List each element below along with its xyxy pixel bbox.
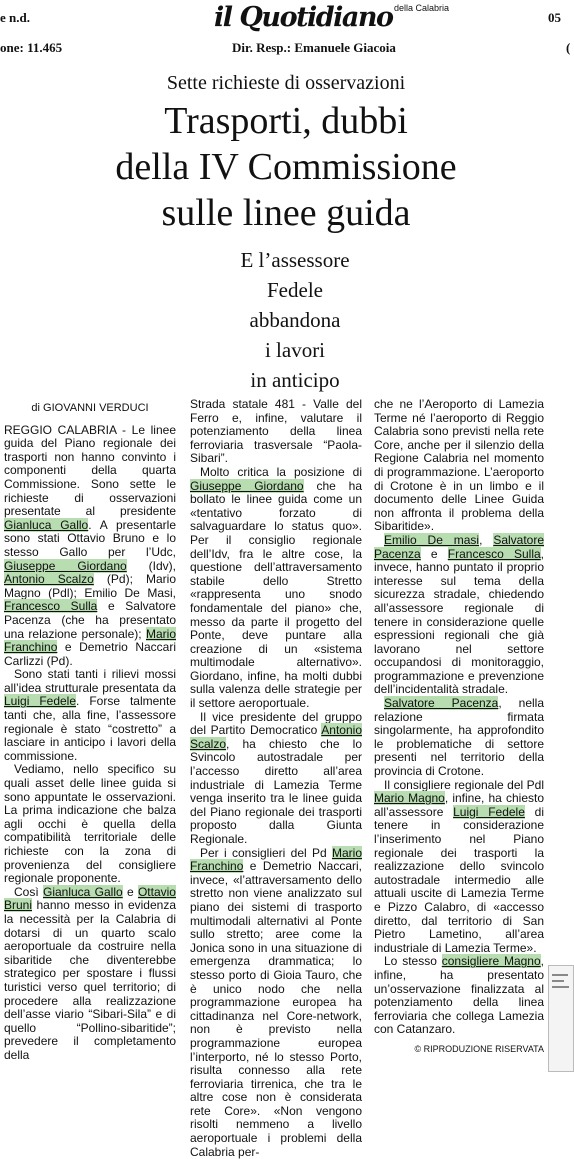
circulation-label: one: 11.465 [0,40,63,55]
column-paragraphs [190,398,362,1159]
masthead [0,0,572,64]
article-headline [0,98,572,236]
highlighted-name: Francesco Sulla [4,599,98,614]
headline-line: della IV Commissione [115,146,457,188]
highlighted-name: Luigi Fedele [453,804,525,819]
article-column-2 [190,397,362,1159]
highlighted-name: Gianluca Gallo [42,884,123,899]
deck-line: Fedele [267,278,323,302]
article-paragraph: Strada statale 481 - Valle del Ferro e, infine, valutare il potenziamento della linea ferroviaria trasversale “Paola-Sibari”. [190,397,362,466]
copyright-notice: © RIPRODUZIONE RISERVATA [414,1043,544,1054]
article-kicker: Sette richieste di osservazioni [166,72,406,94]
article-paragraph: Molto critica la posizione di Giuseppe Giordano che ha bollato le linee guida come un «tentativo forzato di salvaguardare lo status quo». Per il consiglio regionale dell’Idv, fra le altre cose, la questione dell’attraversamento stabile dello Stretto «rappresenta uno snodo fondamentale del piano» che, messo da parte il progetto del Ponte, deve puntare alla creazione di un «sistema multimodale alternativo». Giordano, infine, ha molti dubbi sulla valenza delle strategie per il settore aeroportuale. [190,464,362,711]
article-paragraph: Sono stati tanti i rilievi mossi all’idea strutturale presentata da Luigi Fedele. Forse talmente tanti che, alla fine, l’assessore regionale è stato “costretto” a lasciare in anticipo i lavori della commissione. [4,667,176,763]
article-deck [220,245,370,395]
masthead-right-fragment: ( [566,40,571,55]
highlighted-name: Giuseppe Giordano [190,478,304,493]
director-label: Dir. Resp.: Emanuele Giacoia [232,40,396,55]
article-paragraph: REGGIO CALABRIA - Le linee guida del Piano regionale dei trasporti non hanno convinto i componenti della quarta Commissione. Sono sette le richieste di osservazioni presentate al presidente Gianluca Gallo. A presentarle sono stati Ottavio Bruno e lo stesso Gallo per l’Udc, Giuseppe Giordano (Idv), Antonio Scalzo (Pd); Mario Magno (Pdl); Emilio De Masi, Francesco Sulla e Salvatore Pacenza (che ha presentato una relazione personale); Mario Franchino e Demetrio Naccari Carlizzi (Pd). [4,422,176,668]
newspaper-logo-subtitle: della Calabria [394,3,450,13]
highlighted-name: Antonio Scalzo [190,723,362,751]
column-paragraphs [374,398,544,1037]
byline: di GIOVANNI VERDUCI [31,402,149,414]
article-paragraph: Il consigliere regionale del Pdl Mario Magno, infine, ha chiesto all’assessore Luigi Fedele di tenere in considerazione l’inserimento nel Piano regionale dei trasporti la realizzazione dello svincolo autostradale intermedio alle attuali uscite di Lamezia Terme e Pizzo Calabro, di «accesso diretto, dal territorio di San Pietro Lametino, all’area industriale di Lamezia Terme». [374,777,544,955]
column-paragraphs [4,424,176,1063]
article-paragraph: Emilio De masi, Salvatore Pacenza e Francesco Sulla, invece, hanno puntato il proprio interesse sul tema della sicurezza stradale, chiedendo all’assessore regionale di tenere in considerazione quelle espressioni regionali che già lavorano nel settore occupandosi di monitoraggio, programmazione e prevenzione dell’incidentalità stradale. [374,532,545,697]
article-paragraph: Lo stesso consigliere Magno, infine, ha presentato un’osservazione finalizzata al potenziamento della linea ferroviaria che collega Lamezia con Catanzaro. [374,954,545,1037]
deck-line: i lavori [264,338,326,362]
deck-line: abbandona [249,308,341,332]
headline-line: Trasporti, dubbi [164,100,408,142]
highlighted-name: Antonio Scalzo [4,572,94,587]
article-paragraph: Per i consiglieri del Pd Mario Franchino e Demetrio Naccari, invece, «l’attraversamento dello stretto non viene analizzato sul piano dei sistemi di trasporto multimodali alternativi al Ponte sullo stretto; aree come la Jonica sono in una situazione di emergenza drammatica; lo stesso porto di Gioia Tauro, che è unico nodo che nella programmazione europea ha cittadinanza nel Core-network, non è previsto nella programmazione europea l’interporto, né lo stesso Porto, risulta connesso alla rete ferroviaria tirrenica, che tra le altre cose non è considerata rete Core». «Non vengono risolti nemmeno a livello aeroportuale i problemi della Calabria per- [190,845,362,1159]
deck-line: E l’assessore [240,248,350,272]
article-paragraph: che ne l’Aeroporto di Lamezia Terme né l’aeroporto di Reggio Calabria sono previsti nella rete Core, anche per il silenzio della Regione Calabria nel momento di programmazione. L’aeroporto di Crotone è in un limbo e il documento delle Linee Guida non affronta il problema della Sibaritide». [374,397,544,534]
deck-line: in anticipo [250,368,340,392]
headline-line: sulle linee guida [161,192,411,234]
article-column-1 [4,398,176,1098]
highlighted-name: consigliere Magno [441,954,541,969]
newspaper-logo: il Quotidiano [214,2,393,33]
highlighted-name: Ottavio Bruni [4,884,176,913]
edition-label: e n.d. [0,10,30,25]
article-column-3 [374,398,544,1103]
highlighted-name: Mario Magno [374,791,445,806]
article-paragraph: Così Gianluca Gallo e Ottavio Bruni hanno messo in evidenza la necessità per la Calabria di dotarsi di un quarto scalo aeroportuale da costruire nella sibaritide che diventerebbe strategico per spostare i flussi turistici verso quel territorio; di procedere alla realizzazione dell’asse viario “Sibari-Sila” e di quello “Pollino-sibaritide”; prevedere il completamento della [4,884,176,1062]
date-label: 05 [548,10,561,25]
highlighted-name: Salvatore Pacenza [384,696,499,711]
highlighted-name: Gianluca Gallo [4,517,89,532]
highlighted-name: Francesco Sulla [447,546,541,561]
highlighted-name: Salvatore Pacenza [374,532,545,561]
article-paragraph: Salvatore Pacenza, nella relazione firmata singolarmente, ha approfondito le problematiche di settore presenti nel territorio della provincia di Crotone. [374,696,544,779]
highlighted-name: Mario Franchino [4,626,176,655]
highlighted-name: Giuseppe Giordano [4,558,127,573]
article-paragraph: Il vice presidente del gruppo del Partito Democratico Antonio Scalzo, ha chiesto che lo Svincolo autostradale per l’accesso diretto all’area industriale di Lamezia Terme venga inserito tra le linee guida del Piano regionale dei trasporti proposto dalla Giunta Regionale. [190,709,362,846]
article-paragraph: Vediamo, nello specifico su quali asset delle linee guida si sono appuntate le osservazioni. La prima indicazione che balza agli occhi è quella della compatibilità territoriale delle richieste con la zona di provenienza del consigliere regionale proponente. [4,762,176,886]
highlighted-name: Emilio De masi [384,532,480,547]
adjacent-page-thumbnail [548,965,574,1072]
highlighted-name: Luigi Fedele [4,694,77,709]
highlighted-name: Mario Franchino [190,845,362,874]
